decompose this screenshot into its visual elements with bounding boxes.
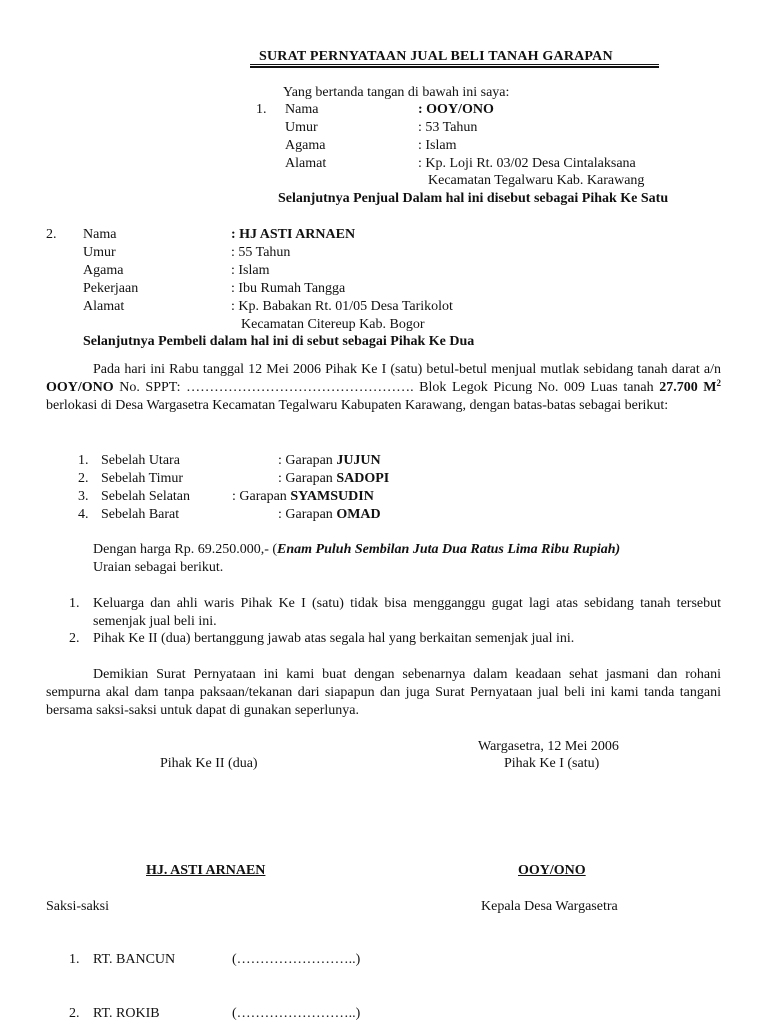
term-text: Pihak Ke II (dua) bertanggung jawab atas segala hal yang berkaitan semenjak jual ini. bbox=[93, 631, 575, 646]
term-number: 1. bbox=[69, 596, 80, 611]
seller-label-age: Umur bbox=[285, 120, 318, 135]
statement-area: 27.700 $M^2$ bbox=[659, 378, 722, 395]
seller-closing: Selanjutnya Penjual Dalam hal ini disebut sebagai Pihak Ke Satu bbox=[278, 191, 669, 206]
buyer-value-name: : HJ ASTI ARNAEN bbox=[231, 227, 356, 242]
border-side: Sebelah Barat bbox=[101, 507, 180, 522]
left-signer-role: Pihak Ke II (dua) bbox=[160, 756, 258, 771]
buyer-value-address: : Kp. Babakan Rt. 01/05 Desa Tarikolot bbox=[231, 299, 453, 314]
border-side: Sebelah Utara bbox=[101, 453, 180, 468]
title-underline bbox=[250, 64, 659, 65]
price-in-words: Enam Puluh Sembilan Juta Dua Ratus Lima Ribu Rupiah) bbox=[277, 542, 621, 557]
buyer-number: 2. bbox=[46, 227, 57, 242]
border-side: Sebelah Timur bbox=[101, 471, 184, 486]
statement-part1: Pada hari ini Rabu tanggal 12 Mei 2006 Pihak Ke I (satu) betul-betul menjual mutlak sebidang tanah darat a/n bbox=[93, 362, 721, 377]
witness-name: RT. BANCUN bbox=[93, 952, 176, 967]
border-owner: : Garapan JUJUN bbox=[278, 453, 381, 468]
border-side: Sebelah Selatan bbox=[101, 489, 191, 504]
seller-label-address: Alamat bbox=[285, 156, 327, 171]
statement-paragraph bbox=[46, 361, 721, 415]
witness-number: 2. bbox=[69, 1006, 80, 1021]
seller-label-religion: Agama bbox=[285, 138, 326, 153]
document-title: SURAT PERNYATAAN JUAL BELI TANAH GARAPAN bbox=[259, 49, 613, 64]
buyer-label-occupation: Pekerjaan bbox=[83, 281, 139, 296]
buyer-label-address: Alamat bbox=[83, 299, 125, 314]
left-signer-name: HJ. ASTI ARNAEN bbox=[146, 863, 266, 878]
border-number: 4. bbox=[78, 507, 89, 522]
seller-label-name: Nama bbox=[285, 102, 319, 117]
seller-value-religion: : Islam bbox=[418, 138, 457, 153]
seller-value-age: : 53 Tahun bbox=[418, 120, 478, 135]
place-date: Wargasetra, 12 Mei 2006 bbox=[478, 739, 619, 754]
buyer-address-line2: Kecamatan Citereup Kab. Bogor bbox=[241, 317, 425, 332]
buyer-label-religion: Agama bbox=[83, 263, 124, 278]
border-owner: : Garapan SADOPI bbox=[278, 471, 390, 486]
border-owner: : Garapan OMAD bbox=[278, 507, 381, 522]
statement-part3: berlokasi di Desa Wargasetra Kecamatan Tegalwaru Kabupaten Karawang, dengan batas-batas sebagai berikut: bbox=[46, 398, 669, 413]
buyer-closing: Selanjutnya Pembeli dalam hal ini di sebut sebagai Pihak Ke Dua bbox=[83, 334, 475, 349]
witness-signature-line: (……………………..) bbox=[232, 952, 361, 967]
buyer-value-religion: : Islam bbox=[231, 263, 270, 278]
witness-name: RT. ROKIB bbox=[93, 1006, 160, 1021]
border-number: 1. bbox=[78, 453, 89, 468]
seller-value-address: : Kp. Loji Rt. 03/02 Desa Cintalaksana bbox=[418, 156, 636, 171]
title-underline-thick bbox=[250, 66, 659, 68]
term-text: Keluarga dan ahli waris Pihak Ke I (satu) tidak bisa mengganggu gugat lagi atas sebidang tanah tersebut semenjak jual beli ini. bbox=[93, 596, 721, 629]
border-number: 2. bbox=[78, 471, 89, 486]
witness-signature-line: (……………………..) bbox=[232, 1006, 361, 1021]
statement-area-superscript: 2 bbox=[716, 378, 722, 388]
intro-text: Yang bertanda tangan di bawah ini saya: bbox=[283, 85, 510, 100]
closing-paragraph: Demikian Surat Pernyataan ini kami buat dengan sebenarnya dalam keadaan sehat jasmani dan rohani sempurna akal dam tanpa paksaan/tekanan dari siapapun dan juga Surat Pernyataan jual beli ini kami tanda tangani bersama saksi-saksi untuk dapat di gunakan seperlunya. bbox=[46, 667, 721, 718]
buyer-value-occupation: : Ibu Rumah Tangga bbox=[231, 281, 346, 296]
village-head-label: Kepala Desa Wargasetra bbox=[481, 899, 618, 914]
witnesses-label: Saksi-saksi bbox=[46, 899, 109, 914]
right-signer-name: OOY/ONO bbox=[518, 863, 586, 878]
term-number: 2. bbox=[69, 631, 80, 646]
witness-number: 1. bbox=[69, 952, 80, 967]
seller-value-name: : OOY/ONO bbox=[418, 102, 494, 117]
buyer-label-name: Nama bbox=[83, 227, 117, 242]
statement-owner: OOY/ONO bbox=[46, 380, 114, 395]
seller-address-line2: Kecamatan Tegalwaru Kab. Karawang bbox=[428, 173, 645, 188]
price-detail: Uraian sebagai berikut. bbox=[93, 560, 224, 575]
border-owner: : Garapan SYAMSUDIN bbox=[232, 489, 374, 504]
statement-part2: No. SPPT: …………………………………………. Blok Legok Picung No. 009 Luas tanah bbox=[119, 380, 654, 395]
seller-number: 1. bbox=[256, 102, 267, 117]
price-line: Dengan harga Rp. 69.250.000,- (Enam Puluh Sembilan Juta Dua Ratus Lima Ribu Rupiah) bbox=[93, 542, 621, 557]
border-number: 3. bbox=[78, 489, 89, 504]
buyer-value-age: : 55 Tahun bbox=[231, 245, 291, 260]
right-signer-role: Pihak Ke I (satu) bbox=[504, 756, 600, 771]
buyer-label-age: Umur bbox=[83, 245, 116, 260]
